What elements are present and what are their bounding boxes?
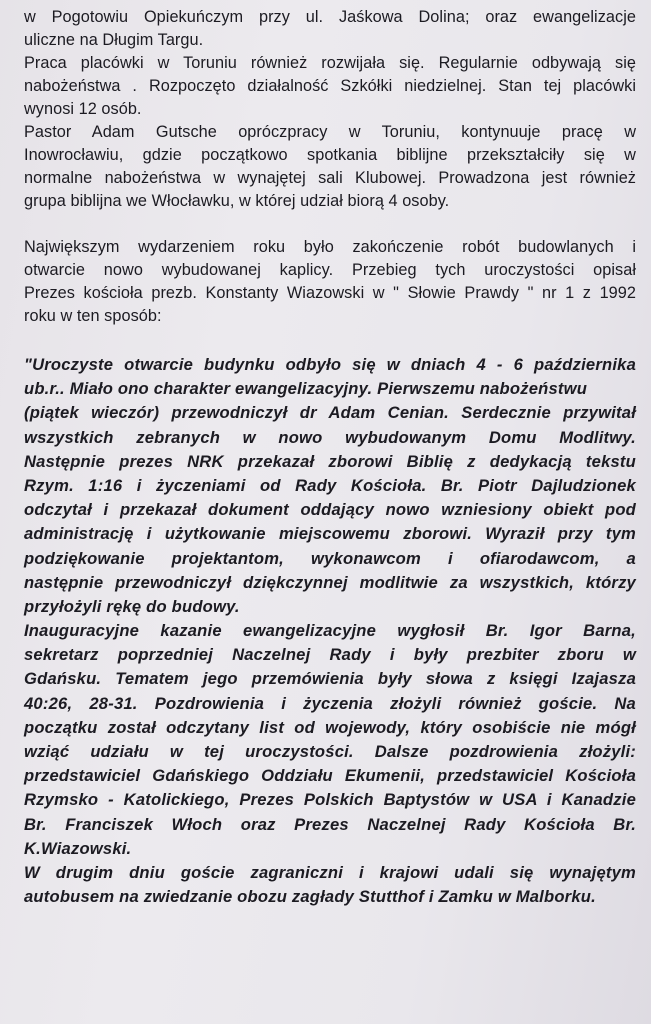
quote-line: 40:26, 28-31. Pozdrowienia i życzenia złożyli również goście. Na xyxy=(24,693,636,713)
text-line: Największym wydarzeniem roku było zakończenie robót budowlanych i xyxy=(24,238,636,256)
quote-line: administrację i użytkowanie miejscowemu zborowi. Wyraził przy tym xyxy=(24,524,636,544)
text-line: normalne nabożeństwa w wynajętej sali Klubowej. Prowadzona jest również xyxy=(24,169,636,187)
paragraph-torun xyxy=(24,52,636,121)
quote-line: W drugim dniu goście zagraniczni i krajowi udali się wynajętym xyxy=(24,862,636,882)
text-line: grupa biblijna we Włocławku, w której udział biorą 4 osoby. xyxy=(24,192,450,210)
quote-second-day xyxy=(24,861,636,909)
text-line: Pastor Adam Gutsche opróczpracy w Toruniu, kontynuuje pracę w xyxy=(24,123,636,141)
quote-line: K.Wiazowski. xyxy=(24,838,132,858)
text-line: uliczne na Długim Targu. xyxy=(24,31,204,49)
text-line: Inowrocławiu, gdzie początkowo spotkania biblijne przekształciły się w xyxy=(24,146,636,164)
text-line: Praca placówki w Toruniu również rozwijała się. Regularnie odbywają się xyxy=(24,54,636,72)
quote-line: Rzymsko - Katolickiego, Prezes Polskich Baptystów w USA i Kanadzie xyxy=(24,790,636,810)
quote-line: odczytał i przekazał dokument oddający nowo wzniesiony obiekt pod xyxy=(24,500,636,520)
quote-sermon xyxy=(24,619,636,861)
quote-line: początku został odczytany list od wojewody, który osobiście nie mógł xyxy=(24,717,636,737)
paragraph-gap xyxy=(24,328,636,351)
quote-line: ub.r.. Miało ono charakter ewangelizacyjny. Pierwszemu nabożeństwu xyxy=(24,379,588,399)
text-line: roku w ten sposób: xyxy=(24,307,162,325)
quote-line: wziąć udziału w tej uroczystości. Dalsze pozdrowienia złożyli: xyxy=(24,742,636,761)
paragraph-gutsche xyxy=(24,121,636,213)
text-line: nabożeństwa . Rozpoczęto działalność Szkółki niedzielnej. Stan tej placówki xyxy=(24,77,636,95)
paragraph-missions xyxy=(24,6,636,52)
paragraph-gap xyxy=(24,213,636,236)
quote-line: wszystkich zebranych w nowo wybudowanym Domu Modlitwy. xyxy=(24,427,636,447)
quote-line: sekretarz poprzedniej Naczelnej Rady i były prezbiter zboru w xyxy=(24,645,636,665)
quote-line: podziękowanie projektantom, wykonawcom i ofiarodawcom, a xyxy=(24,548,636,568)
quote-line: "Uroczyste otwarcie budynku odbyło się w dniach 4 - 6 października xyxy=(24,355,636,374)
quote-line: Br. Franciszek Włoch oraz Prezes Naczelnej Rady Kościoła Br. xyxy=(24,814,636,834)
quote-line: Gdańsku. Tematem jego przemówienia były słowa z księgi Izajasza xyxy=(24,669,636,689)
quote-line: przyłożyli rękę do budowy. xyxy=(24,596,240,616)
quote-opening-ceremony xyxy=(24,353,636,619)
paragraph-chapel-opening xyxy=(24,236,636,328)
quote-line: autobusem na zwiedzanie obozu zagłady Stutthof i Zamku w Malborku. xyxy=(24,887,596,907)
quote-line: przedstawiciel Gdańskiego Oddziału Ekumenii, przedstawiciel Kościoła xyxy=(24,766,636,786)
quote-line: Następnie prezes NRK przekazał zborowi Biblię z dedykacją tekstu xyxy=(24,451,636,471)
text-line: wynosi 12 osób. xyxy=(24,100,142,118)
quote-line: Rzym. 1:16 i życzeniami od Rady Kościoła. Br. Piotr Dajludzionek xyxy=(24,475,636,495)
text-line: otwarcie nowo wybudowanej kaplicy. Przebieg tych uroczystości opisał xyxy=(24,261,636,279)
quote-line: następnie przewodniczył dziękczynnej modlitwie za wszystkich, którzy xyxy=(24,572,636,592)
quote-line: (piątek wieczór) przewodniczył dr Adam Cenian. Serdecznie przywitał xyxy=(24,403,636,423)
text-line: w Pogotowiu Opiekuńczym przy ul. Jaśkowa Dolina; oraz ewangelizacje xyxy=(24,8,636,26)
text-line: Prezes kościoła prezb. Konstanty Wiazowski w " Słowie Prawdy " nr 1 z 1992 xyxy=(24,284,636,302)
document-page xyxy=(24,6,636,909)
quote-line: Inauguracyjne kazanie ewangelizacyjne wygłosił Br. Igor Barna, xyxy=(24,621,636,641)
